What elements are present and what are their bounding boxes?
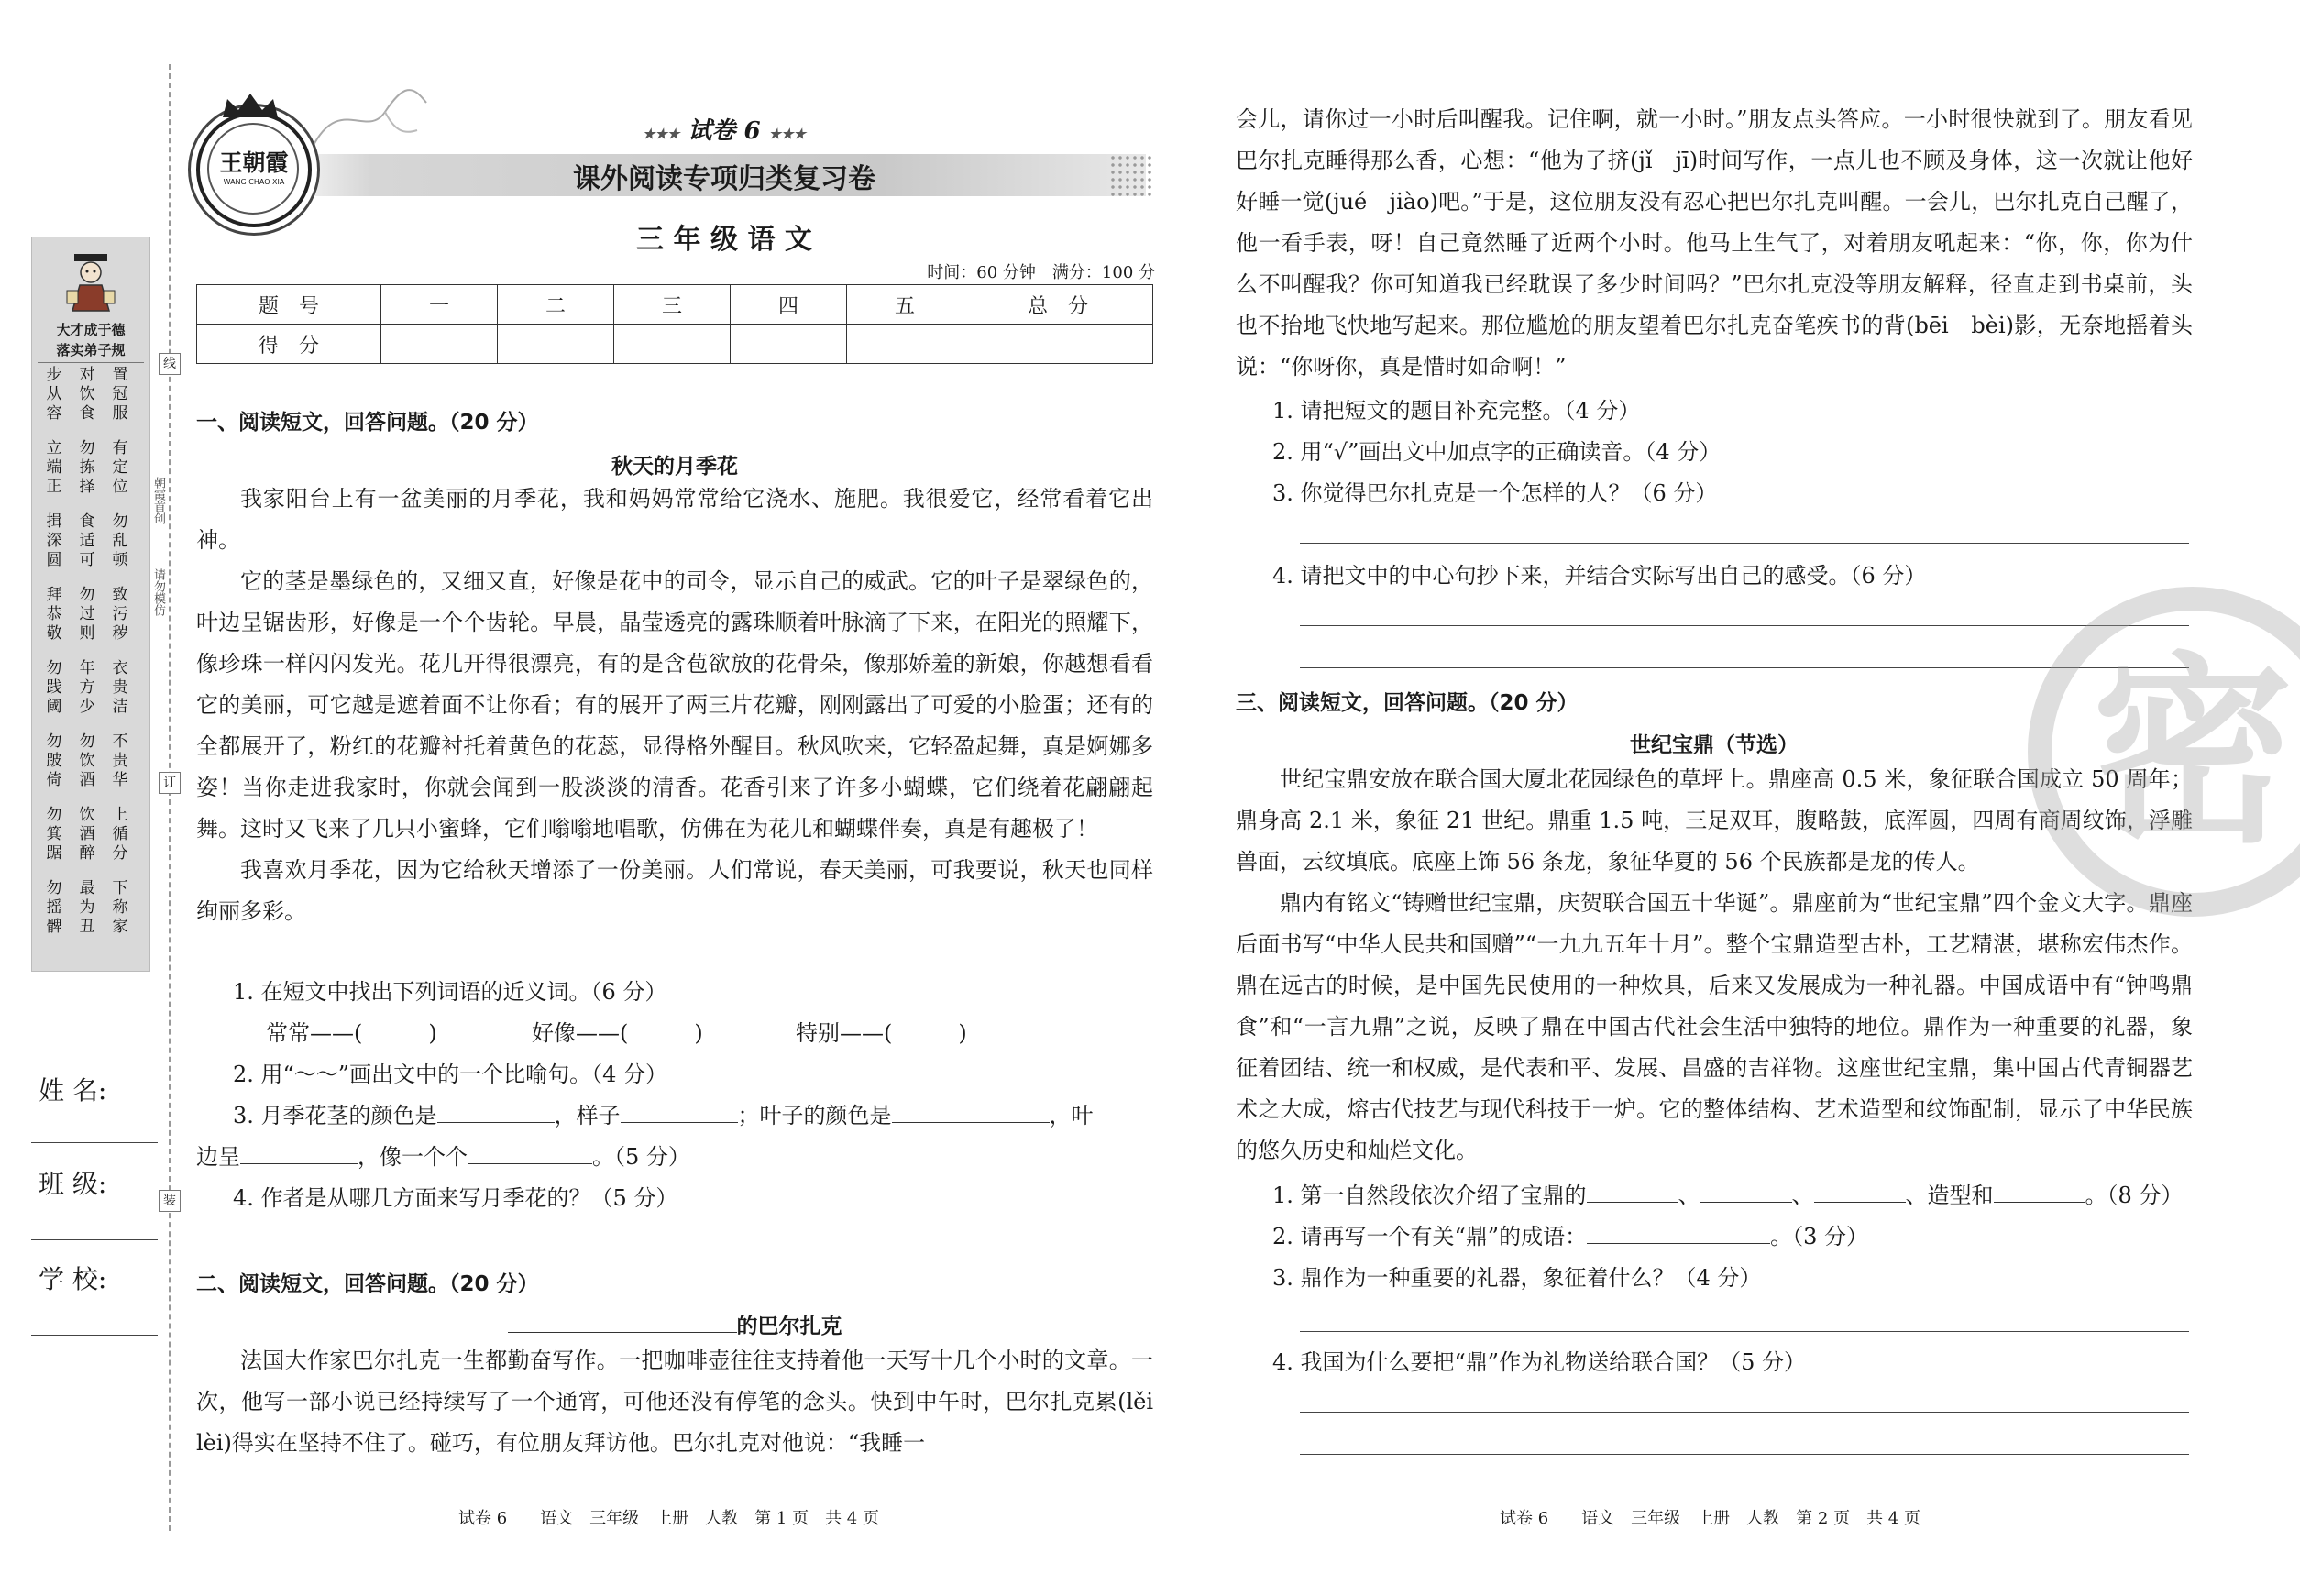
motto-char: 洁 [112,698,128,716]
motto-column [111,439,129,497]
score-header-cell: 题 号 [197,285,381,325]
section2-heading: 二、阅读短文，回答问题。（20 分） [196,1272,539,1296]
s1-q3-text: ；叶子的颜色是 [737,1103,892,1128]
motto-column [111,806,129,864]
motto-char: 髀 [46,918,62,936]
motto-char: 圆 [46,551,62,569]
motto-column [45,879,63,937]
motto-char: 勿 [79,732,95,751]
crown-icon [218,92,282,119]
class-line[interactable] [31,1239,158,1240]
cut-mark-3: 装 [159,1190,181,1212]
motto-char: 可 [79,551,95,569]
motto-char: 下 [112,879,128,897]
motto-char: 勿 [46,659,62,677]
star-left-icon: ★★★ [643,126,680,142]
motto-column [45,439,63,497]
motto-char: 跛 [46,752,62,770]
s3-q2 [1272,1216,1868,1258]
motto-columns [32,366,149,952]
s2-q3: 3. 你觉得巴尔扎克是一个怎样的人？（6 分） [1272,480,1718,506]
motto-column [111,732,129,790]
motto-column [45,366,63,424]
s1-q3-blank-1[interactable] [437,1100,555,1123]
s2-q4-answer-line-1[interactable] [1300,625,2189,626]
motto-char: 年 [79,659,95,677]
s3-q1-blank-4[interactable] [1994,1180,2085,1203]
passage-paragraph: 世纪宝鼎安放在联合国大厦北花园绿色的草坪上。鼎座高 0.5 米，象征联合国成立 50 周年；鼎身高 2.1 米，象征 21 世纪。鼎重 1.5 吨，三足双耳，腹略鼓，底浑圆，四周有商周纹饰，浮雕兽面，云纹填底。底座上饰 56 条龙，象征华夏的 56 个民族都是龙的传人。 [1236,766,2193,875]
motto-char: 正 [46,478,62,496]
motto-column [78,366,96,424]
s1-q1-word-2[interactable]: 好像——( ) [532,1020,703,1046]
motto-char: 分 [112,844,128,863]
section2-title [196,1309,1153,1339]
school-label: 学 校: [39,1264,107,1294]
motto-char: 勿 [112,512,128,531]
s1-q3-text: 边呈 [196,1144,240,1170]
s3-q1-sep: 、 [1678,1183,1700,1208]
score-header-cell: 一 [381,285,498,325]
section1-title: 秋天的月季花 [611,455,738,479]
motto-column [45,732,63,790]
score-header-cell: 五 [847,285,963,325]
score-cell[interactable] [847,325,963,364]
motto-char: 顿 [112,551,128,569]
motto-char: 勿 [46,732,62,751]
motto-char: 饮 [79,385,95,403]
s3-q4-answer-line-2[interactable] [1300,1454,2189,1455]
exam-title: 课外阅读专项归类复习卷 [573,163,875,195]
s3-q3: 3. 鼎作为一种重要的礼器，象征着什么？（4 分） [1272,1265,1762,1291]
passage-paragraph: 会儿，请你过一小时后叫醒我。记住啊，就一小时。”朋友点头答应。一小时很快就到了。朋友看见巴尔扎克睡得那么香，心想：“他为了挤(jǐ jī)时间写作，一点儿也不顾及身体，这一次就让他好好睡一觉(jué jiào)吧。”于是，这位朋友没有忍心把巴尔扎克叫醒。一会儿，巴尔扎克自己醒了，他一看手表，呀！自己竟然睡了近两个小时。他马上生气了，对着朋友吼起来：“你，你，你为什么不叫醒我？你可知道我已经耽误了多少时间吗？”巴尔扎克没等朋友解释，径直走到书桌前，头也不抬地飞快地写起来。那位尴尬的朋友望着巴尔扎克奋笔疾书的背(bēi bèi)影，无奈地摇着头说：“你呀你，真是惜时如命啊！” [1236,106,2193,380]
motto-char: 倚 [46,771,62,789]
watermark-text: 密 [2091,635,2294,870]
motto-char: 循 [112,825,128,843]
motto-char: 过 [79,605,95,623]
motto-char: 勿 [79,439,95,457]
sidebar-motto-panel [31,237,150,972]
s3-q1-text: 1. 第一自然段依次介绍了宝鼎的 [1272,1183,1587,1208]
class-label: 班 级: [39,1169,107,1199]
s3-q1-blank-3[interactable] [1814,1180,1906,1203]
s3-q1-blank-1[interactable] [1587,1180,1678,1203]
section3-title: 世纪宝鼎（节选） [1630,733,1799,757]
ribbon-decoration-icon [303,84,431,158]
exam-number-text: 试卷 6 [688,117,761,145]
passage-paragraph: 鼎内有铭文“铸赠世纪宝鼎，庆贺联合国五十华诞”。鼎座前为“世纪宝鼎”四个金文大字。鼎座后面书写“中华人民共和国赠”“一九九五年十月”。整个宝鼎造型古朴，工艺精湛，堪称宏伟杰作。鼎在远古的时候，是中国先民使用的一种炊具，后来又发展成为一种礼器。中国成语中有“钟鸣鼎食”和“一言九鼎”之说，反映了鼎在中国古代社会生活中独特的地位。鼎作为一种重要的礼器，象征着团结、统一和权威，是代表和平、发展、昌盛的吉祥物。这座世纪宝鼎，集中国古代青铜器艺术之大成，熔古代技艺与现代科技于一炉。它的整体结构、艺术造型和纹饰配制，显示了中华民族的悠久历史和灿烂文化。 [1236,890,2193,1163]
motto-char: 从 [46,385,62,403]
motto-char: 适 [79,532,95,550]
motto-column [45,806,63,864]
s3-q1-sep: 、 [1791,1183,1814,1208]
motto-char: 则 [79,624,95,643]
subject-title: 三 年 级 语 文 [636,224,812,256]
s3-q2-text: 2. 请再写一个有关“鼎”的成语： [1272,1224,1588,1249]
score-cell[interactable] [963,325,1153,364]
school-line[interactable] [31,1335,158,1336]
score-header-cell: 二 [498,285,614,325]
motto-char: 少 [79,698,95,716]
motto-column [111,366,129,424]
score-table-header-row [197,285,1153,325]
motto-char: 有 [112,439,128,457]
motto-column [78,732,96,790]
motto-char: 容 [46,404,62,423]
score-header-cell: 四 [731,285,847,325]
motto-char: 华 [112,771,128,789]
motto-char: 称 [112,898,128,917]
s1-q3-blank-3[interactable] [892,1100,1050,1123]
s1-q2: 2. 用“～～”画出文中的一个比喻句。（4 分） [233,1062,667,1087]
binding-dashed-line [169,64,171,1531]
motto-char: 阈 [46,698,62,716]
s1-q3-line2 [196,1137,690,1178]
motto-char: 勿 [79,586,95,604]
motto-char: 立 [46,439,62,457]
score-table-score-row [197,325,1153,364]
section1-heading: 一、阅读短文，回答问题。（20 分） [196,411,539,435]
brand-sub: WANG CHAO XIA [223,178,285,186]
motto-char: 酒 [79,825,95,843]
motto-char: 勿 [46,879,62,897]
score-cell[interactable] [731,325,847,364]
motto-char: 摇 [46,898,62,917]
section3-heading: 三、阅读短文，回答问题。（20 分） [1236,691,1579,715]
motto-char: 置 [112,366,128,384]
s1-q1-word-1[interactable]: 常常——( ) [266,1020,437,1046]
s1-q3-text: ，叶 [1049,1103,1094,1128]
s3-q3-answer-line[interactable] [1300,1331,2189,1332]
motto-column [78,659,96,717]
s1-q3-blank-4[interactable] [240,1141,358,1164]
s1-q3-blank-2[interactable] [621,1100,738,1123]
score-table [196,284,1153,364]
motto-column [45,586,63,644]
motto-char: 深 [46,532,62,550]
s2-title-suffix: 的巴尔扎克 [736,1315,842,1338]
motto-char: 醉 [79,844,95,863]
motto-char: 揖 [46,512,62,531]
motto-char: 位 [112,478,128,496]
s2-title-blank[interactable] [508,1310,737,1333]
s3-q1 [1272,1175,2183,1216]
motto-char: 秽 [112,624,128,643]
score-row-label: 得 分 [197,325,381,364]
s3-q2-blank[interactable] [1587,1221,1770,1244]
s1-q3-text: ，样子 [554,1103,621,1128]
motto-char: 最 [79,879,95,897]
motto-column [111,879,129,937]
brand-logo [196,112,312,227]
motto-char: 恭 [46,605,62,623]
s1-q3-text: ，像一个个 [358,1144,468,1170]
motto-char: 冠 [112,385,128,403]
motto-char: 对 [79,366,95,384]
motto-char: 食 [79,512,95,531]
motto-char: 衣 [112,659,128,677]
motto-char: 践 [46,678,62,697]
motto-char: 家 [112,918,128,936]
motto-char: 贵 [112,752,128,770]
motto-char: 方 [79,678,95,697]
motto-char: 丑 [79,918,95,936]
header-dots [1109,154,1155,196]
sidebar-slogan-2: 落实弟子规 [56,342,126,358]
motto-char: 饮 [79,752,95,770]
s1-q3-text: 。（5 分） [592,1144,690,1170]
motto-char: 食 [79,404,95,423]
motto-column [78,439,96,497]
s2-q2: 2. 用“√”画出文中加点字的正确读音。（4 分） [1272,439,1722,465]
motto-char: 乱 [112,532,128,550]
exam-number [623,112,825,146]
section2-passage-left [196,1340,1175,1464]
s3-q2-text: 。（3 分） [1770,1224,1868,1249]
copyright-note-1: 朝霞首创 [151,477,165,524]
passage-paragraph: 它的茎是墨绿色的，又细又直，好像是花中的司令，显示自己的威武。它的叶子是翠绿色的，叶边呈锯齿形，好像是一个个齿轮。早晨，晶莹透亮的露珠顺着叶脉滴了下来，在阳光的照耀下，像珍珠一样闪闪发光。花儿开得很漂亮，有的是含苞欲放的花骨朵，像那娇羞的新娘，你越想看看它的美丽，可它越是遮着面不让你看；有的展开了两三片花瓣，刚刚露出了可爱的小脸蛋；还有的全都展开了，粉红的花瓣衬托着黄色的花蕊，显得格外醒目。秋风吹来，它轻盈起舞，真是婀娜多姿！当你走进我家时，你就会闻到一股淡淡的清香。花香引来了许多小蝴蝶，它们绕着花翩翩起舞。这时又飞来了几只小蜜蜂，它们嗡嗡地唱歌，仿佛在为花儿和蝴蝶伴奏，真是有趣极了！ [196,568,1153,842]
motto-column [78,879,96,937]
score-cell[interactable] [498,325,614,364]
s1-q3-blank-5[interactable] [468,1141,592,1164]
motto-char: 踞 [46,844,62,863]
name-line[interactable] [31,1142,158,1143]
s1-q3-text: 3. 月季花茎的颜色是 [233,1103,437,1128]
motto-column [111,659,129,717]
section2-passage-right [1236,99,2193,388]
motto-column [78,806,96,864]
time-info: 时间：60 分钟 满分：100 分 [927,263,1155,282]
motto-char: 敬 [46,624,62,643]
motto-char: 上 [112,806,128,824]
score-header-cell: 总 分 [963,285,1153,325]
motto-char: 酒 [79,771,95,789]
name-label: 姓 名: [39,1075,107,1106]
motto-char: 勿 [46,806,62,824]
motto-column [111,586,129,644]
motto-char: 致 [112,586,128,604]
s3-q4-answer-line-1[interactable] [1300,1412,2189,1413]
motto-char: 箕 [46,825,62,843]
footer-left: 试卷 6 语文 三年级 上册 人教 第 1 页 共 4 页 [458,1509,879,1528]
motto-column [78,586,96,644]
motto-column [45,659,63,717]
motto-char: 贵 [112,678,128,697]
footer-right: 试卷 6 语文 三年级 上册 人教 第 2 页 共 4 页 [1500,1509,1920,1528]
motto-column [111,512,129,570]
motto-char: 择 [79,478,95,496]
passage-paragraph: 我家阳台上有一盆美丽的月季花，我和妈妈常常给它浇水、施肥。我很爱它，经常看着它出神。 [196,486,1153,553]
s3-q1-text: 、造型和 [1905,1183,1994,1208]
score-cell[interactable] [614,325,731,364]
motto-char: 为 [79,898,95,917]
passage-paragraph: 我喜欢月季花，因为它给秋天增添了一份美丽。人们常说，春天美丽，可我要说，秋天也同样绚丽多彩。 [196,857,1153,924]
star-right-icon: ★★★ [768,126,806,142]
motto-column [78,512,96,570]
s1-q3-line1 [233,1095,1094,1137]
cut-mark-1: 线 [159,353,181,375]
s3-q1-text: 。（8 分） [2085,1183,2184,1208]
copyright-note-2: 请勿模仿 [151,568,165,616]
brand-name: 王朝霞 [219,149,289,176]
motto-char: 污 [112,605,128,623]
motto-char: 定 [112,458,128,477]
score-cell[interactable] [381,325,498,364]
s2-q4: 4. 请把文中的中心句抄下来，并结合实际写出自己的感受。（6 分） [1272,563,1927,589]
cut-mark-2: 订 [159,772,181,794]
s1-q4: 4. 作者是从哪几方面来写月季花的？（5 分） [233,1185,678,1211]
s2-q1: 1. 请把短文的题目补充完整。（4 分） [1272,398,1641,424]
motto-char: 步 [46,366,62,384]
scholar-figure-icon [60,250,122,314]
motto-char: 不 [112,732,128,751]
motto-char: 拣 [79,458,95,477]
section1-passage [196,479,1153,932]
s1-q1-word-3[interactable]: 特别——( ) [796,1020,967,1046]
motto-char: 拜 [46,586,62,604]
sidebar-slogan-1: 大才成于德 [56,322,126,338]
s3-q4: 4. 我国为什么要把“鼎”作为礼物送给联合国？（5 分） [1272,1349,1806,1375]
motto-char: 端 [46,458,62,477]
motto-column [45,512,63,570]
s3-q1-blank-2[interactable] [1700,1180,1792,1203]
s2-q3-answer-line[interactable] [1300,543,2189,544]
score-header-cell: 三 [614,285,731,325]
motto-char: 饮 [79,806,95,824]
sidebar-divider [38,362,144,363]
s1-q1: 1. 在短文中找出下列词语的近义词。（6 分） [233,979,667,1005]
motto-char: 服 [112,404,128,423]
passage-paragraph: 法国大作家巴尔扎克一生都勤奋写作。一把咖啡壶往往支持着他一天写十几个小时的文章。一次，他写一部小说已经持续写了一个通宵，可他还没有停笔的念头。快到中午时，巴尔扎克累(lěi lèi)得实在坚持不住了。碰巧，有位朋友拜访他。巴尔扎克对他说：“我睡一 [196,1348,1175,1456]
